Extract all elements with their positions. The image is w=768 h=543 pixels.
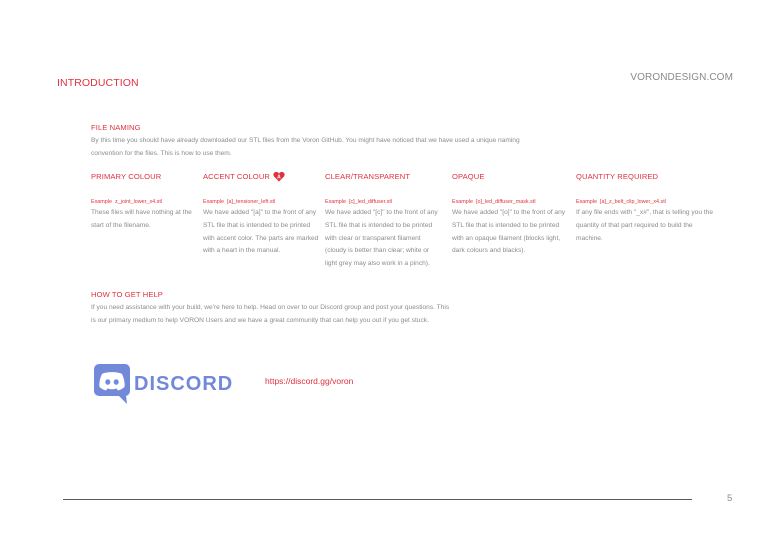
column-text: If any file ends with "_x#", that is telling you the quantity of that part required to build the machine. [576,209,713,242]
example-filename: [a]_tensioner_left.stl [226,199,276,205]
column-quantity-required [576,170,716,245]
discord-invite-link[interactable]: https://discord.gg/voron [265,376,354,386]
example-label: Example [452,199,473,205]
column-example [576,199,716,205]
section-title: INTRODUCTION [57,77,139,89]
discord-wordmark: DISCORD [134,373,234,395]
example-label: Example [576,199,597,205]
svg-text:A: A [277,173,281,180]
help-heading: HOW TO GET HELP [91,290,163,299]
page-number: 5 [727,493,733,504]
footer-rule [63,499,692,500]
example-label: Example [203,199,224,205]
file-naming-heading: FILE NAMING [91,123,141,132]
column-example [91,199,197,205]
column-heading: QUANTITY REQUIRED [576,171,659,181]
column-text: These files will have nothing at the start of the filename. [91,209,192,229]
example-filename: [c]_led_diffuser.stl [348,199,393,205]
column-opaque [452,170,568,258]
column-example [452,199,568,205]
help-section [91,290,451,328]
discord-logo [91,363,236,405]
column-text: We have added "[c]" to the front of any STL file that is intended to be printed with clear or transparent filament (cloudy is better than clear; white or light grey may also work in a pinch). [325,209,438,268]
column-accent-colour [203,170,321,258]
column-heading: PRIMARY COLOUR [91,171,162,181]
column-example [203,199,321,205]
column-heading: OPAQUE [452,171,485,181]
example-label: Example [91,199,112,205]
column-heading-row [203,170,321,182]
site-name: VORONDESIGN.COM [630,72,733,83]
example-filename: [o]_led_diffuser_mask.stl [475,199,536,205]
column-text: We have added "[o]" to the front of any STL file that is intended to be printed with an opaque filament (blocks light, dark colours and blacks). [452,209,566,255]
column-example [325,199,440,205]
column-clear-transparent [325,170,440,271]
example-filename: [a]_z_belt_clip_lower_x4.stl [599,199,666,205]
column-heading: ACCENT COLOUR [203,171,270,181]
file-naming-section [91,123,531,161]
column-text: We have added "[a]" to the front of any STL file that is intended to be printed with accent color. The parts are marked with a heart in the manual. [203,209,319,255]
example-label: Example [325,199,346,205]
file-naming-text: By this time you should have already downloaded our STL files from the Voron GitHub. You might have noticed that we have used a unique naming convention for the files. This is how to use them. [91,137,520,157]
heart-icon [273,171,285,182]
help-text: If you need assistance with your build, we're here to help. Head on over to our Discord group and post your questions. This is our primary medium to help VORON Users and we have a great community that can help you out if you get stuck. [91,304,450,324]
column-heading: CLEAR/TRANSPARENT [325,171,411,181]
example-filename: z_joint_lower_x4.stl [114,199,163,205]
column-primary-colour [91,170,197,233]
discord-controller-icon [94,364,130,404]
